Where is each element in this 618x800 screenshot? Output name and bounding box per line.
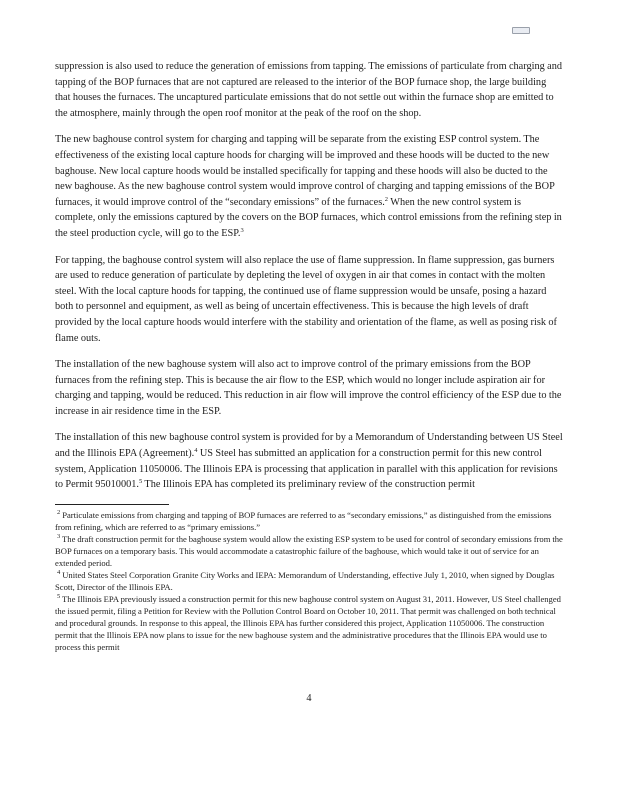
footnote-ref-4[interactable]: 4: [194, 447, 198, 455]
paragraph-text: suppression is also used to reduce the generation of emissions from tapping. The emissions of particulate from charging and tapping of the BOP furnaces that are not captured are released to the interior of the BOP furnace shop, the large building that houses the furnaces. The uncaptured particulate emissions that do not settle out within the furnace shop are emitted to the atmosphere, mainly through the open roof monitor at the peak of the roof on the shop.: [55, 61, 563, 119]
page-number: 4: [306, 693, 312, 704]
paragraph-4: [55, 357, 563, 419]
footnote-text: The draft construction permit for the baghouse system would allow the existing ESP system to be used for control of secondary emissions from the BOP furnaces on a temporary basis. This would accommodate a catastrophic failure of the baghouse, which would take it out of service for an extended period.: [55, 533, 563, 568]
footnote-ref-2[interactable]: 2: [384, 195, 389, 203]
scan-stamp-mark: [512, 27, 530, 34]
paragraph-text: The new baghouse control system for charging and tapping will be separate from the existing ESP control system. The effectiveness of the existing local capture hoods for charging will be improved and these hoods will be ducted to the new baghouse. New local capture hoods would be installed specifically for tapping and these hoods will also be ducted to the new baghouse. As the new baghouse control system would improve control of charging and tapping emissions of the BOP furnaces, it would improve control of the “secondary emissions” of the furnaces.: [55, 134, 555, 208]
footnote-number: 4: [57, 568, 61, 576]
paragraph-text: The installation of this new baghouse control system is provided for by a Memorandum of Understanding between US Steel and the Illinois EPA (Agreement).: [55, 432, 563, 460]
footnote-3: [55, 533, 563, 569]
footnote-ref-5[interactable]: 5: [138, 478, 143, 486]
footnote-2: [55, 509, 563, 533]
document-page: [55, 59, 563, 653]
paragraph-2: [55, 132, 563, 241]
paragraph-5: [55, 430, 563, 492]
footnotes: [55, 509, 563, 653]
paragraph-3: [55, 253, 563, 347]
footnote-text: Particulate emissions from charging and tapping of BOP furnaces are referred to as “secondary emissions,” as distinguished from the emissions from refining, which are referred to as “primary emissions.”: [55, 509, 552, 532]
footnote-text: United States Steel Corporation Granite City Works and IEPA: Memorandum of Understanding, effective July 1, 2010, when signed by Douglas Scott, Director of the Illinois EPA.: [55, 569, 555, 592]
footnote-text: The Illinois EPA previously issued a construction permit for this new baghouse control system on August 31, 2011. However, US Steel challenged the issued permit, filing a Petition for Review with the Pollution Control Board on October 10, 2011. That permit was challenged on both technical and procedural grounds. In response to this appeal, the Illinois EPA has further considered this project, Application 11050006. The construction permit that the Illinois EPA now plans to issue for the new baghouse system and the administrative procedures that the Illinois EPA would use to process this permit: [55, 593, 561, 652]
footnote-ref-3[interactable]: 3: [240, 226, 244, 234]
paragraph-text: For tapping, the baghouse control system will also replace the use of flame suppression. In flame suppression, gas burners are used to reduce generation of particulate by depleting the level of oxygen in air that comes in contact with the molten steel. With the local capture hoods for tapping, the continued use of flame suppression would be unsafe, posing a hazard both to personnel and equipment, as well as being of uncertain effectiveness. This is because the high levels of draft provided by the local capture hoods would interfere with the stability and orientation of the flame, as well as posing risk of flame outs.: [55, 254, 557, 344]
paragraph-text: US Steel has submitted an application for a construction permit for this new control system, Application 11050006. The Illinois EPA is processing that application in parallel with this application for revisions to Permit 95010001.: [55, 448, 558, 491]
body-text: [55, 59, 563, 493]
paragraph-text: The installation of the new baghouse system will also act to improve control of the primary emissions from the BOP furnaces from the refining step. This is because the air flow to the ESP, which would no longer include aspiration air for charging and tapping, would be reduced. This reduction in air flow will improve the control efficiency of the ESP due to the increase in air residence time in the ESP.: [55, 359, 562, 417]
footnote-number: 2: [57, 508, 61, 516]
paragraph-1: [55, 59, 563, 121]
footnote-divider: [55, 504, 169, 505]
footnote-number: 5: [57, 592, 61, 600]
footnote-5: [55, 593, 563, 653]
paragraph-text: When the new control system is complete, only the emissions captured by the covers on the BOP furnaces, which control emissions from the refining step in the steel production cycle, will go to the ESP.: [55, 196, 562, 239]
footnote-number: 3: [57, 532, 61, 540]
footnote-4: [55, 569, 563, 593]
paragraph-text: The Illinois EPA has completed its preliminary review of the construction permit: [142, 479, 475, 491]
